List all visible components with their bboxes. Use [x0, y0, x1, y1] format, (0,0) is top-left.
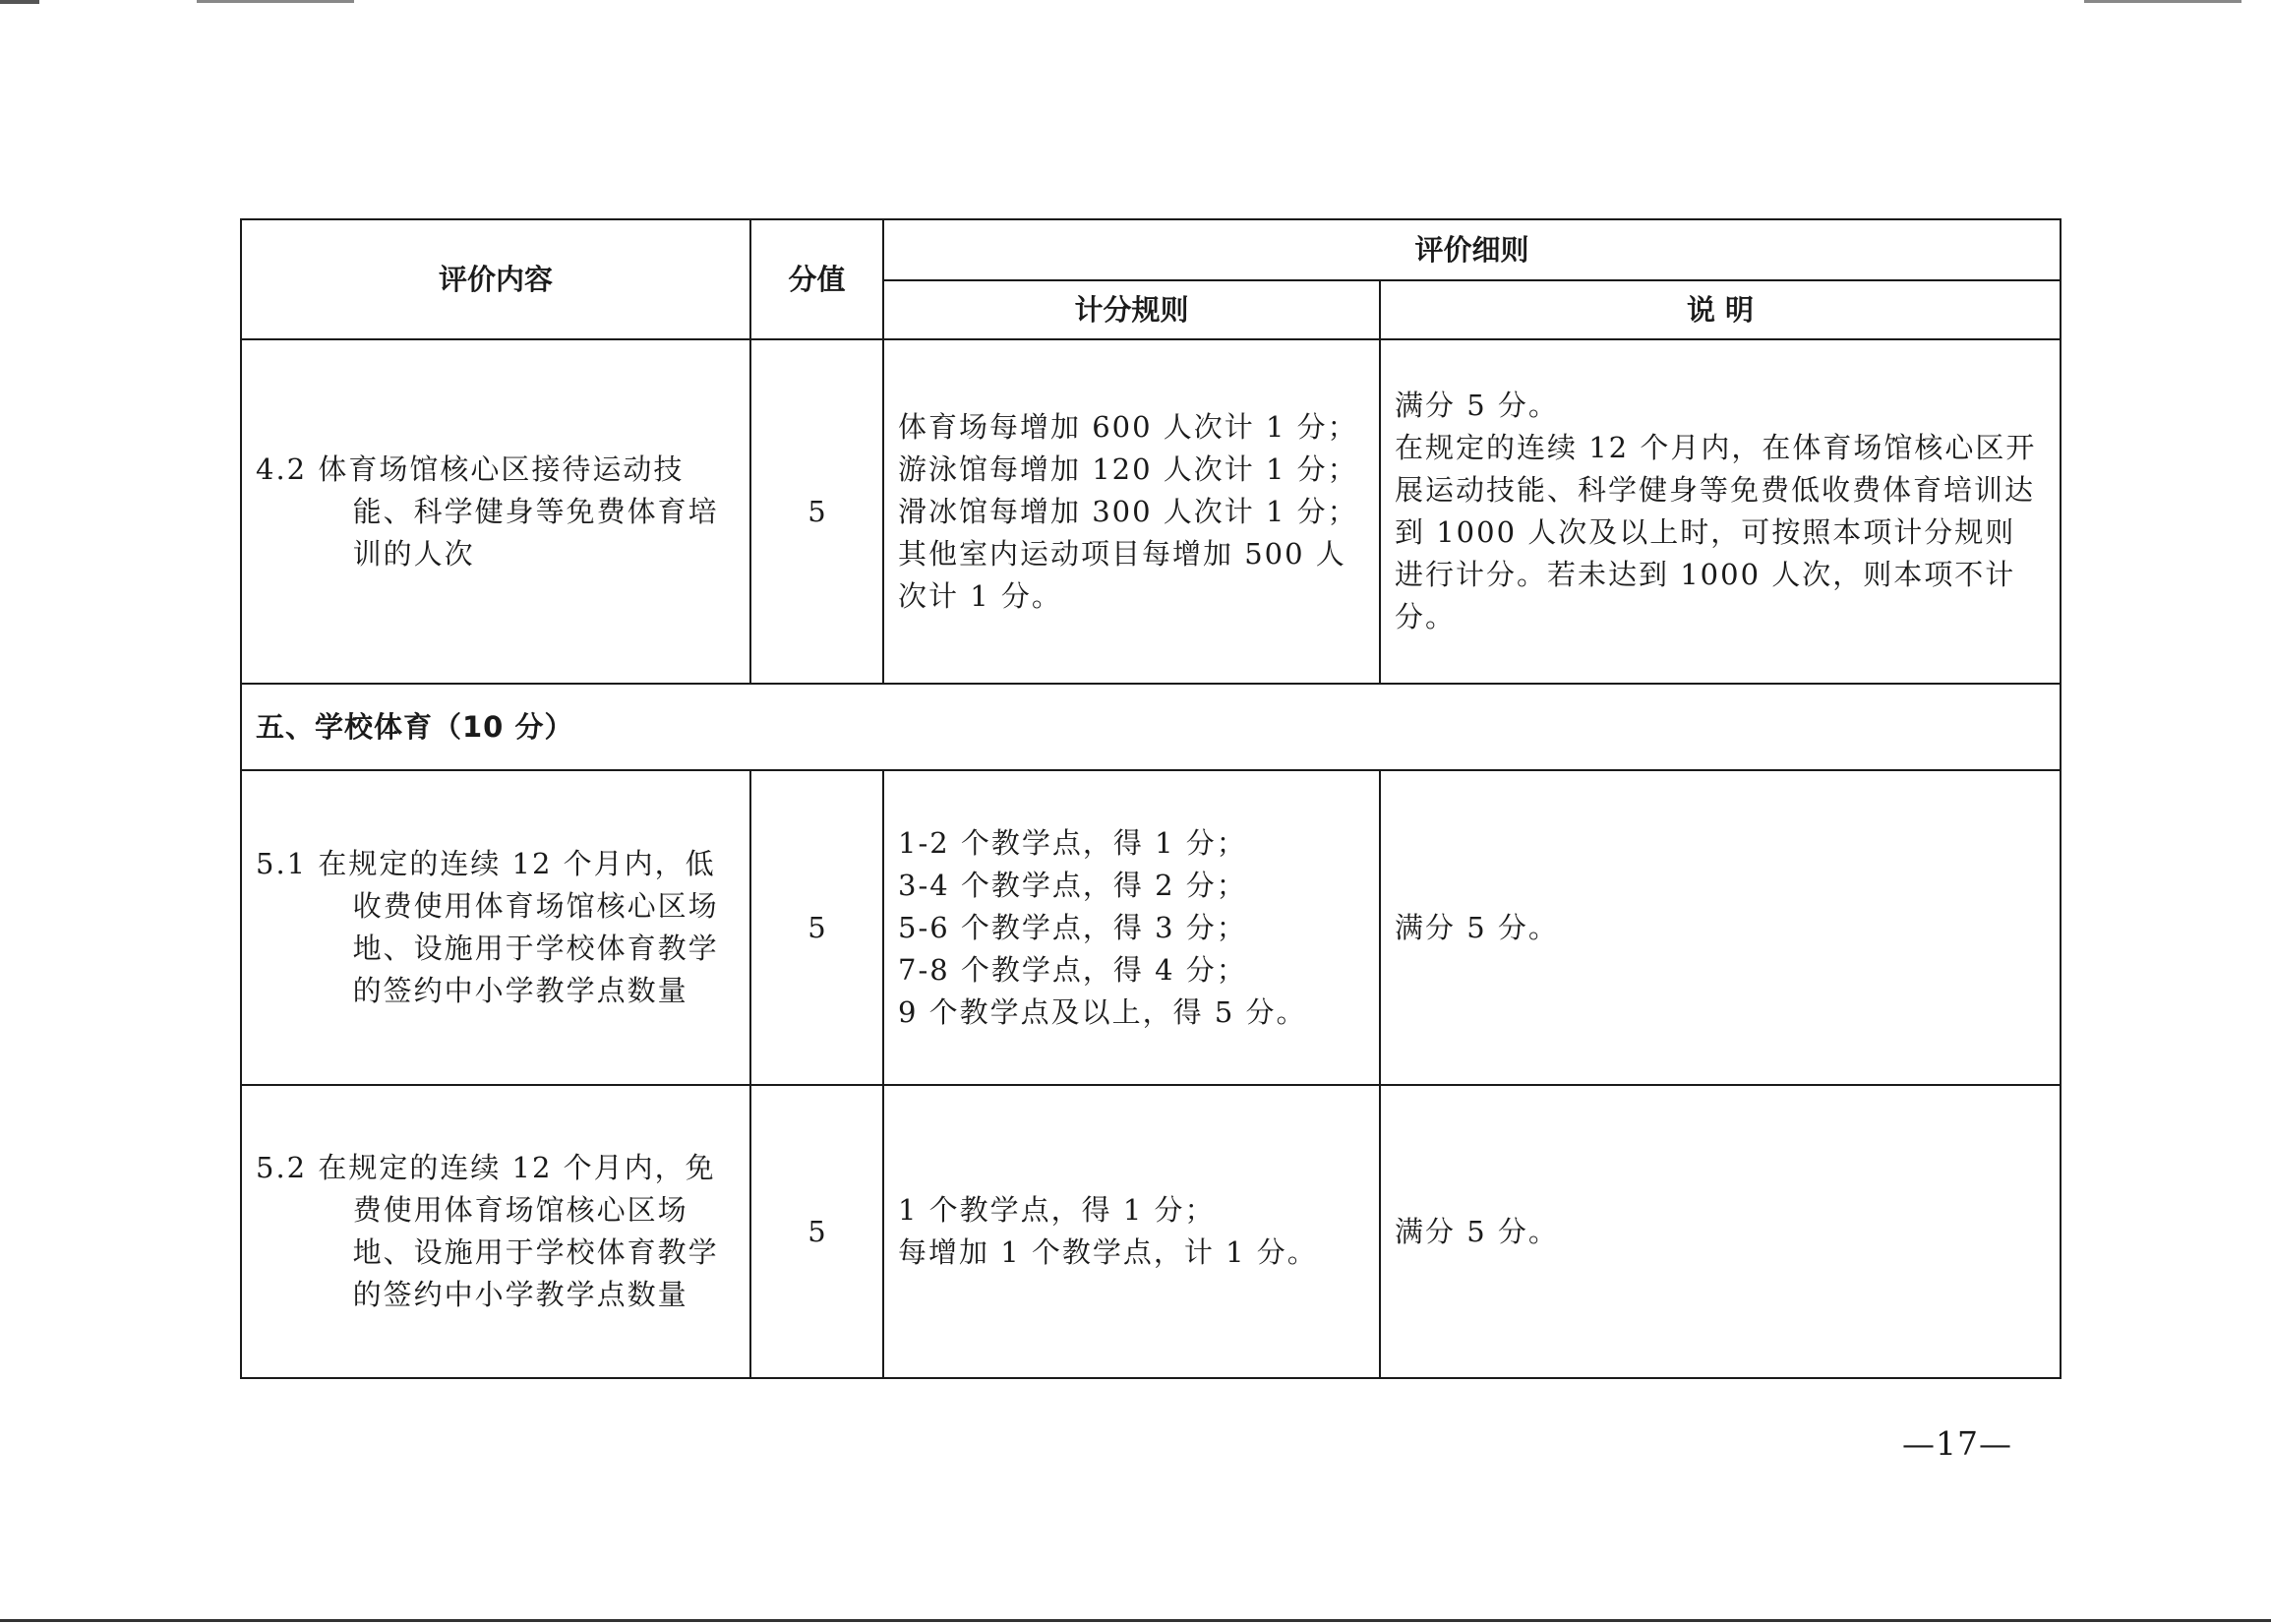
section-row [241, 684, 2061, 770]
table-row [241, 1085, 2061, 1378]
header-content: 评价内容 [241, 219, 750, 339]
scan-edge-mark [0, 0, 39, 4]
rule-line: 5-6 个教学点，得 3 分； [898, 910, 1247, 944]
header-detail: 评价细则 [883, 219, 2061, 280]
rule-line: 7-8 个教学点，得 4 分； [898, 952, 1247, 987]
item-content-cell [241, 1085, 750, 1378]
rule-line: 游泳馆每增加 120 人次计 1 分； [898, 451, 1358, 486]
item-rules [883, 339, 1380, 684]
rule-line: 1-2 个教学点，得 1 分； [898, 825, 1247, 860]
item-notes [1380, 339, 2061, 684]
table-header [241, 219, 2061, 339]
item-score: 5 [750, 770, 883, 1085]
item-rules [883, 1085, 1380, 1378]
note-line: 在规定的连续 12 个月内，在体育场馆核心区开展运动技能、科学健身等免费低收费体育培训达到 1000 人次及以上时，可按照本项计分规则进行计分。若未达到 1000 人次，则本项不计分。 [1395, 431, 2037, 633]
item-score: 5 [750, 1085, 883, 1378]
rule-line: 滑冰馆每增加 300 人次计 1 分； [898, 494, 1358, 528]
item-score: 5 [750, 339, 883, 684]
item-notes [1380, 770, 2061, 1085]
header-score: 分值 [750, 219, 883, 339]
rule-line: 9 个教学点及以上，得 5 分。 [898, 994, 1307, 1029]
header-rule: 计分规则 [883, 280, 1380, 339]
scan-bottom-edge [0, 1619, 2271, 1622]
item-notes [1380, 1085, 2061, 1378]
scan-edge-mark [2084, 0, 2241, 3]
item-content: 5.2 在规定的连续 12 个月内，免费使用体育场馆核心区场地、设施用于学校体育教学的签约中小学教学点数量 [256, 1151, 719, 1311]
rule-line: 1 个教学点，得 1 分； [898, 1193, 1216, 1227]
rule-line: 3-4 个教学点，得 2 分； [898, 868, 1247, 902]
rule-line: 体育场每增加 600 人次计 1 分； [898, 409, 1358, 444]
evaluation-table [240, 218, 2062, 1379]
item-rules [883, 770, 1380, 1085]
note-line: 满分 5 分。 [1395, 910, 1559, 944]
note-line: 满分 5 分。 [1395, 1214, 1559, 1248]
scan-edge-mark [197, 0, 354, 3]
page-number: —17— [1902, 1424, 2012, 1463]
rule-line: 其他室内运动项目每增加 500 人次计 1 分。 [898, 536, 1346, 613]
note-line: 满分 5 分。 [1395, 389, 1559, 422]
rule-line: 每增加 1 个教学点，计 1 分。 [898, 1235, 1318, 1269]
table-row [241, 770, 2061, 1085]
item-content-cell [241, 770, 750, 1085]
item-content-cell [241, 339, 750, 684]
header-note: 说 明 [1380, 280, 2061, 339]
section-title: 五、学校体育（10 分） [241, 684, 2061, 770]
item-content: 4.2 体育场馆核心区接待运动技能、科学健身等免费体育培训的人次 [256, 451, 719, 571]
table-row [241, 339, 2061, 684]
item-content: 5.1 在规定的连续 12 个月内，低收费使用体育场馆核心区场地、设施用于学校体育教学的签约中小学教学点数量 [256, 847, 719, 1007]
